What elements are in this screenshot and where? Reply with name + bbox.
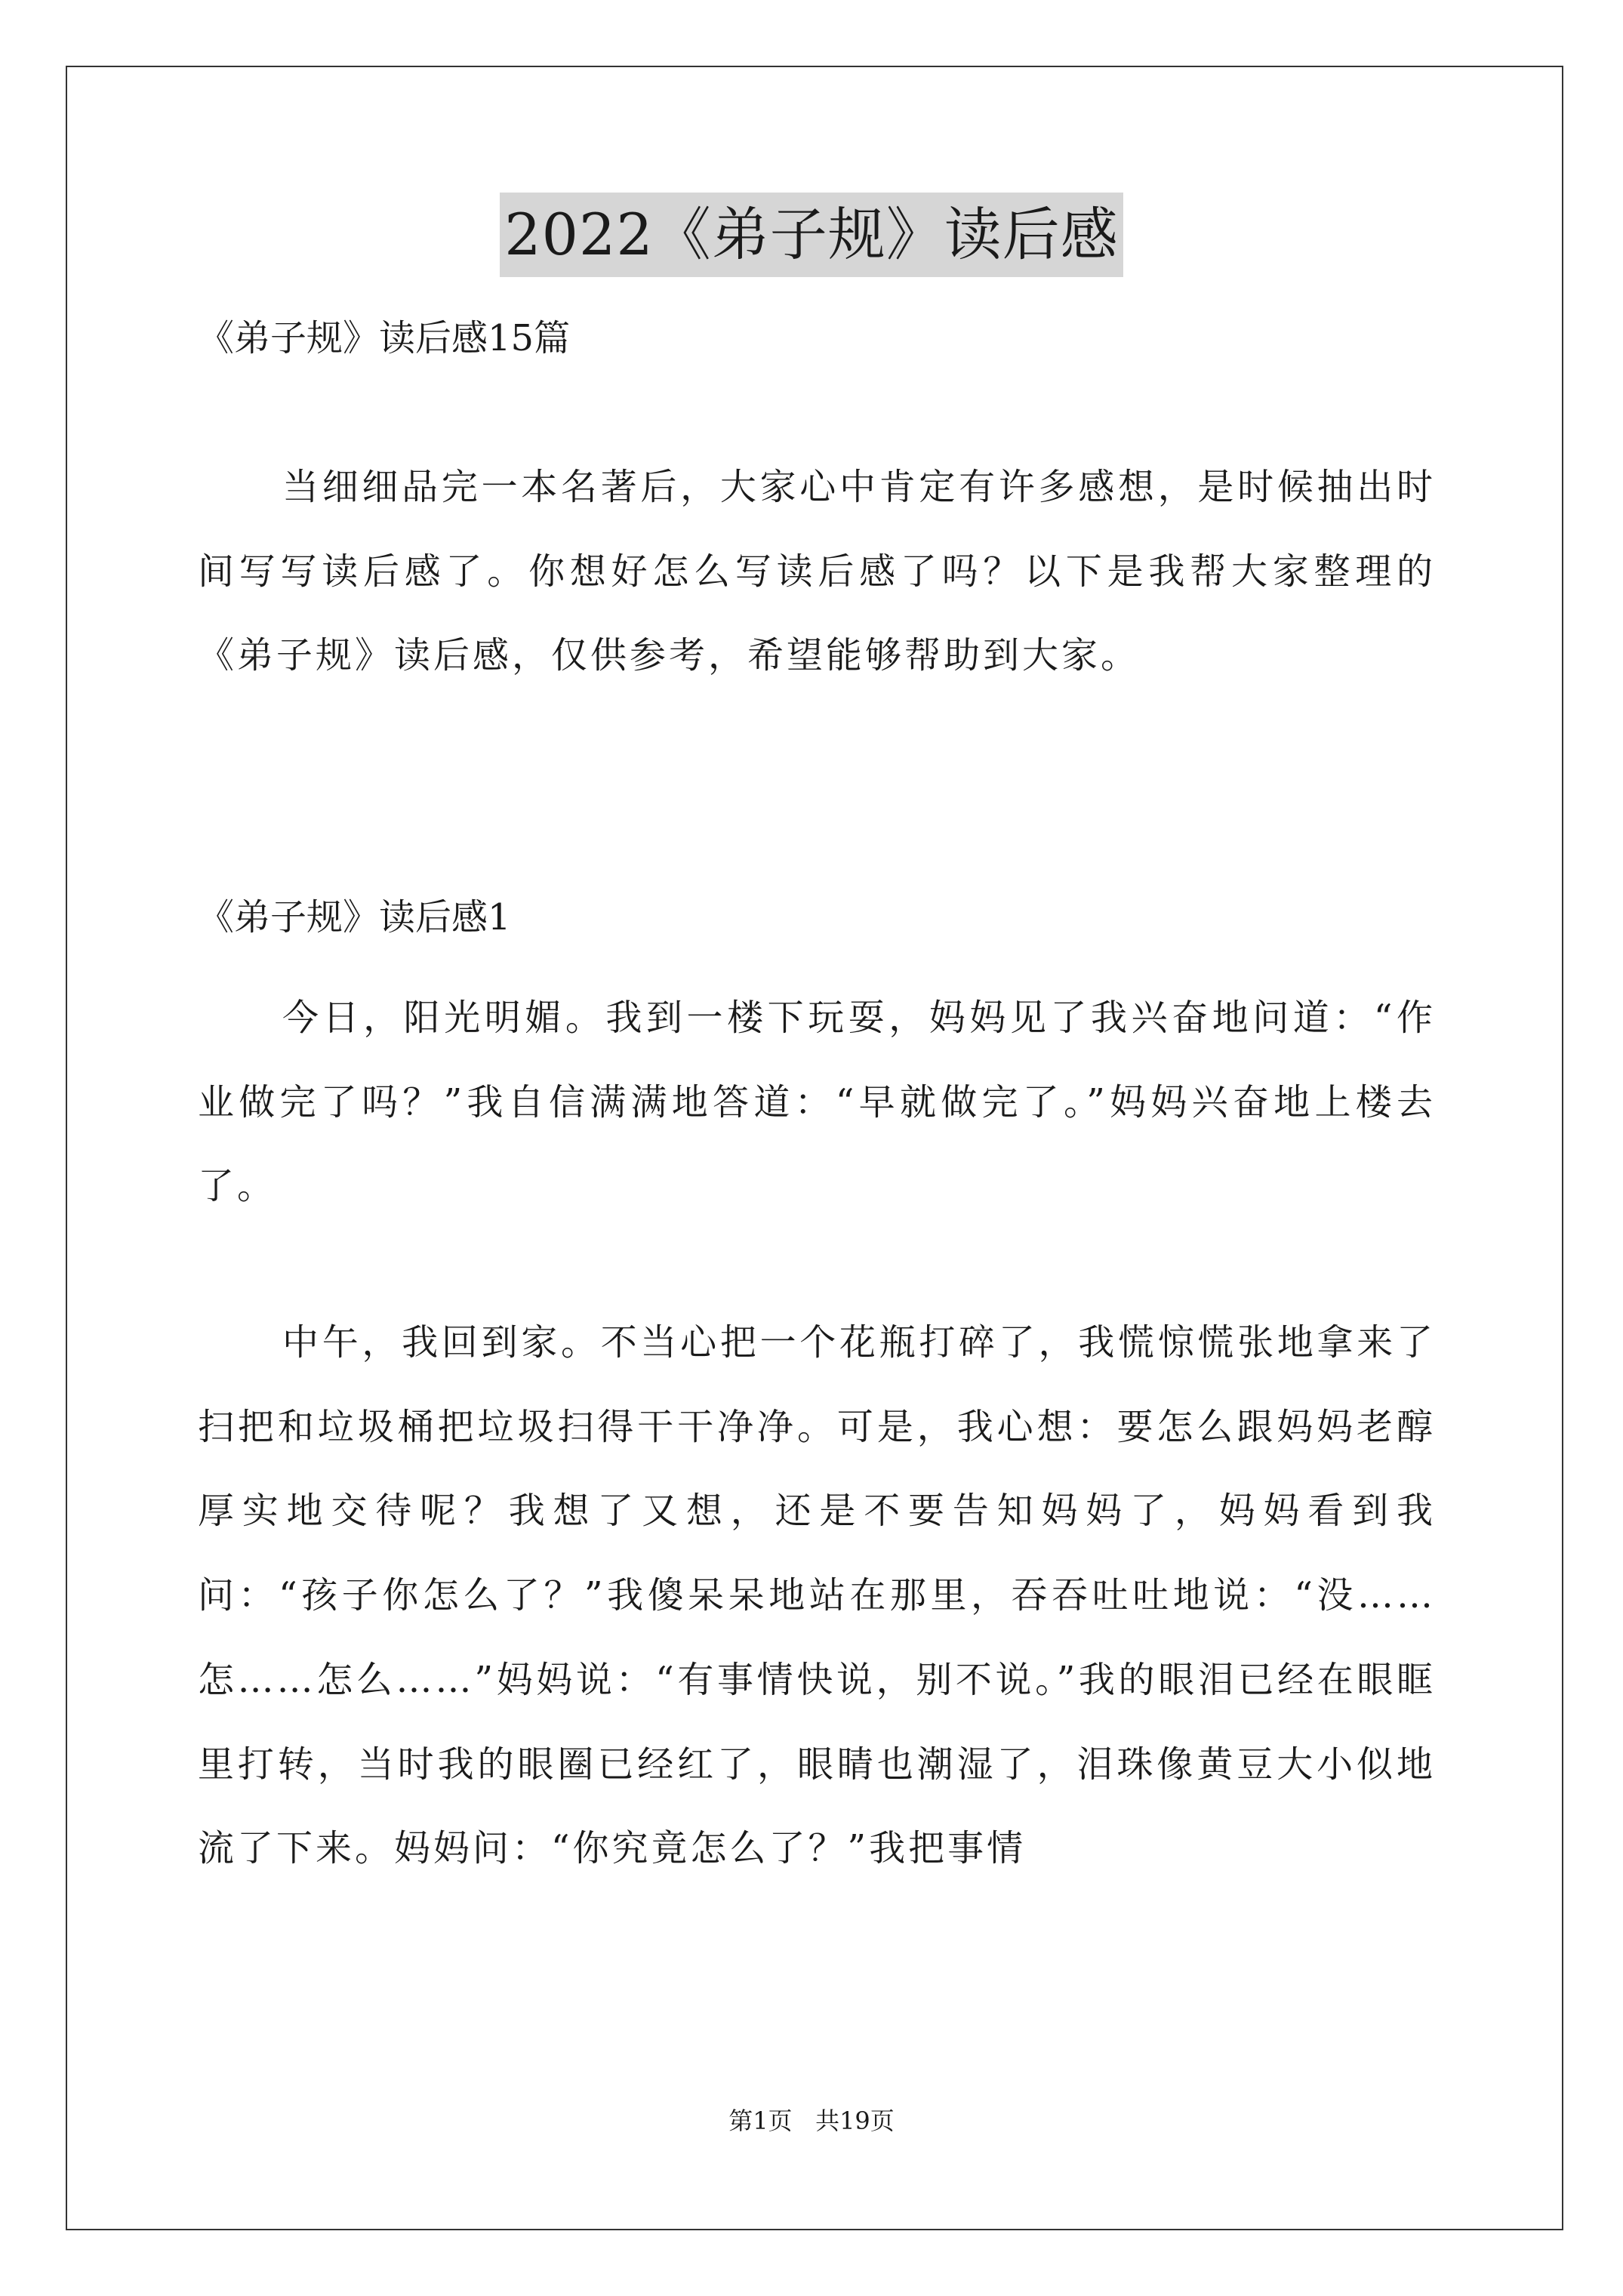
intro-paragraph: 当细细品完一本名著后，大家心中肯定有许多感想，是时候抽出时间写写读后感了。你想好怎么写读后感了吗？以下是我帮大家整理的《弟子规》读后感，仅供参考，希望能够帮助到大家。 [198, 466, 1436, 677]
section-heading: 《弟子规》读后感1 [198, 896, 511, 938]
body-paragraph-1: 今日，阳光明媚。我到一楼下玩耍，妈妈见了我兴奋地问道：“作业做完了吗？”我自信满满地答道：“早就做完了。”妈妈兴奋地上楼去了。 [198, 997, 1436, 1208]
document-subtitle: 《弟子规》读后感15篇 [198, 317, 571, 359]
document-title: 2022《弟子规》读后感 [500, 193, 1123, 277]
title-container [0, 193, 1623, 277]
body-paragraph-2: 中午，我回到家。不当心把一个花瓶打碎了，我慌惊慌张地拿来了扫把和垃圾桶把垃圾扫得干干净净。可是，我心想：要怎么跟妈妈老醇厚实地交待呢？我想了又想，还是不要告知妈妈了，妈妈看到我问：“孩子你怎么了？”我傻呆呆地站在那里，吞吞吐吐地说：“没……怎……怎么……”妈妈说：“有事情快说，别不说。”我的眼泪已经在眼眶里打转，当时我的眼圈已经红了，眼睛也潮湿了，泪珠像黄豆大小似地流了下来。妈妈问：“你究竟怎么了？”我把事情 [198, 1321, 1436, 1870]
page-footer-number: 第1页 共19页 [728, 2106, 895, 2135]
